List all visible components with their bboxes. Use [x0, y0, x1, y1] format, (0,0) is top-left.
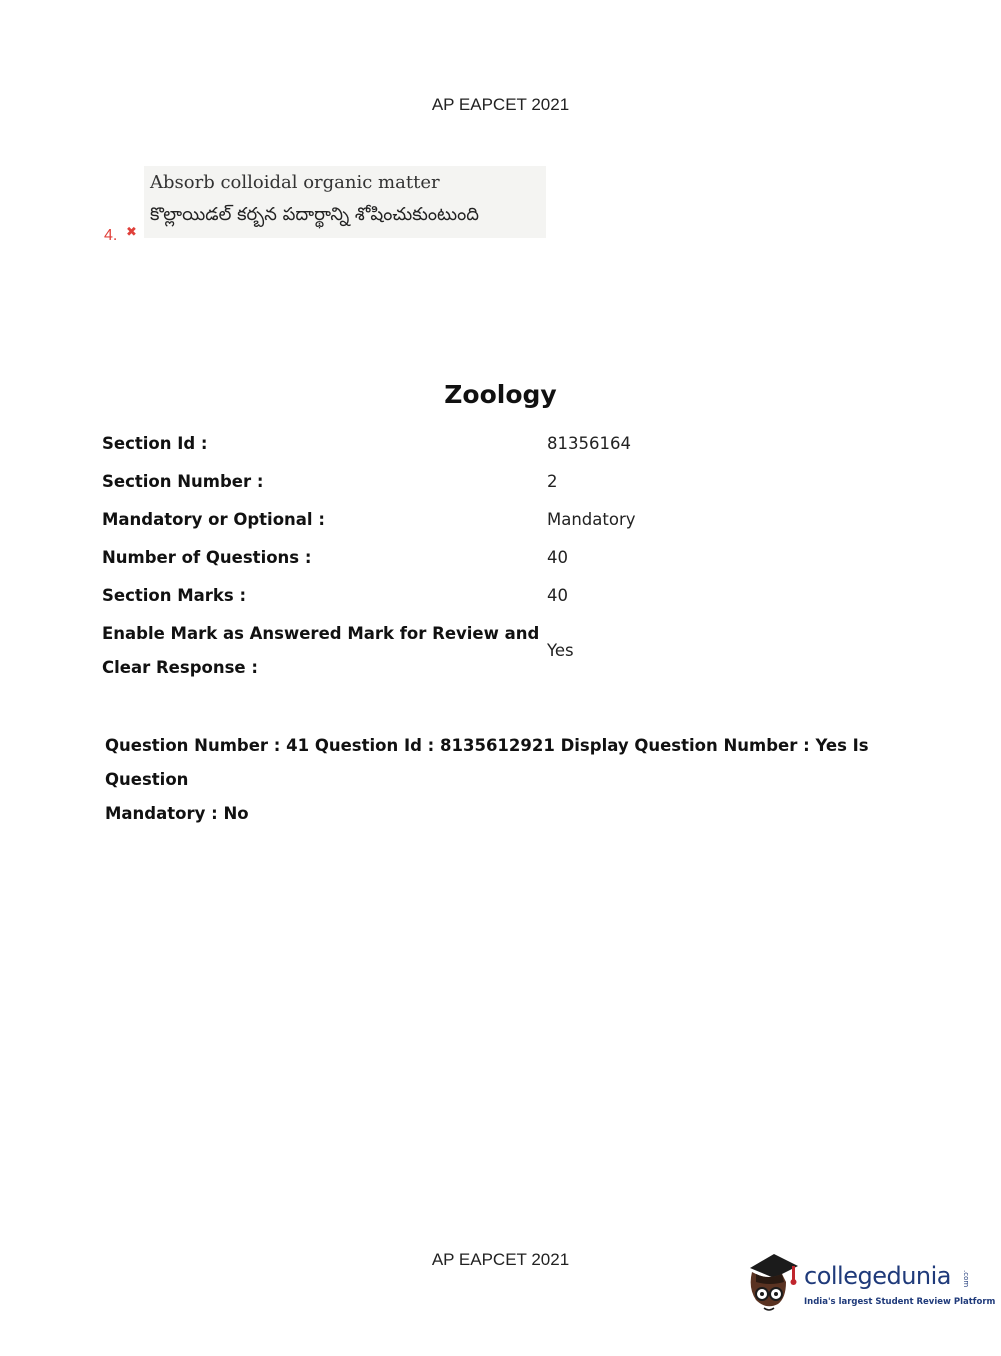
page-footer: AP EAPCET 2021 — [431, 1250, 570, 1269]
cross-icon: ✖ — [126, 225, 137, 240]
enable-mark-label-line2: Clear Response : — [102, 658, 258, 677]
enable-mark-label — [102, 615, 547, 687]
question-meta-line1: Question Number : 41 Question Id : 8135612921 Display Question Number : Yes Is Question — [105, 736, 869, 789]
mandatory-optional-label: Mandatory or Optional : — [102, 510, 325, 529]
enable-mark-value: Yes — [547, 641, 574, 660]
mandatory-optional-value: Mandatory — [547, 510, 636, 529]
enable-mark-label-line1: Enable Mark as Answered Mark for Review and — [102, 624, 540, 643]
section-id-value: 81356164 — [547, 434, 631, 453]
question-meta — [105, 729, 905, 831]
number-of-questions-label: Number of Questions : — [102, 548, 312, 567]
logo-tagline: India's largest Student Review Platform — [804, 1297, 996, 1307]
option-number: 4. — [104, 227, 118, 244]
section-title: Zoology — [444, 380, 557, 409]
section-marks-label: Section Marks : — [102, 586, 247, 605]
page-header: AP EAPCET 2021 — [431, 95, 570, 114]
logo-dotcom: .com — [962, 1270, 970, 1288]
question-meta-line2: Mandatory : No — [105, 804, 249, 823]
section-id-row — [102, 425, 702, 463]
mandatory-optional-row — [102, 501, 702, 539]
option-text-english: Absorb colloidal organic matter — [150, 172, 440, 193]
number-of-questions-value: 40 — [547, 548, 568, 567]
collegedunia-logo — [742, 1248, 996, 1318]
option-text-telugu: కొల్లాయిడల్ కర్బన పదార్థాన్ని శోషించుకుంటుంది — [150, 204, 479, 225]
section-id-label: Section Id : — [102, 434, 208, 453]
option-text-image — [144, 166, 546, 238]
section-number-row — [102, 463, 702, 501]
section-number-value: 2 — [547, 472, 558, 491]
graduate-face-icon — [742, 1248, 802, 1316]
section-marks-row — [102, 577, 702, 615]
enable-mark-row — [102, 615, 702, 687]
section-number-label: Section Number : — [102, 472, 264, 491]
number-of-questions-row — [102, 539, 702, 577]
section-marks-value: 40 — [547, 586, 568, 605]
logo-name: collegedunia — [804, 1262, 952, 1290]
section-info-table — [102, 425, 702, 687]
